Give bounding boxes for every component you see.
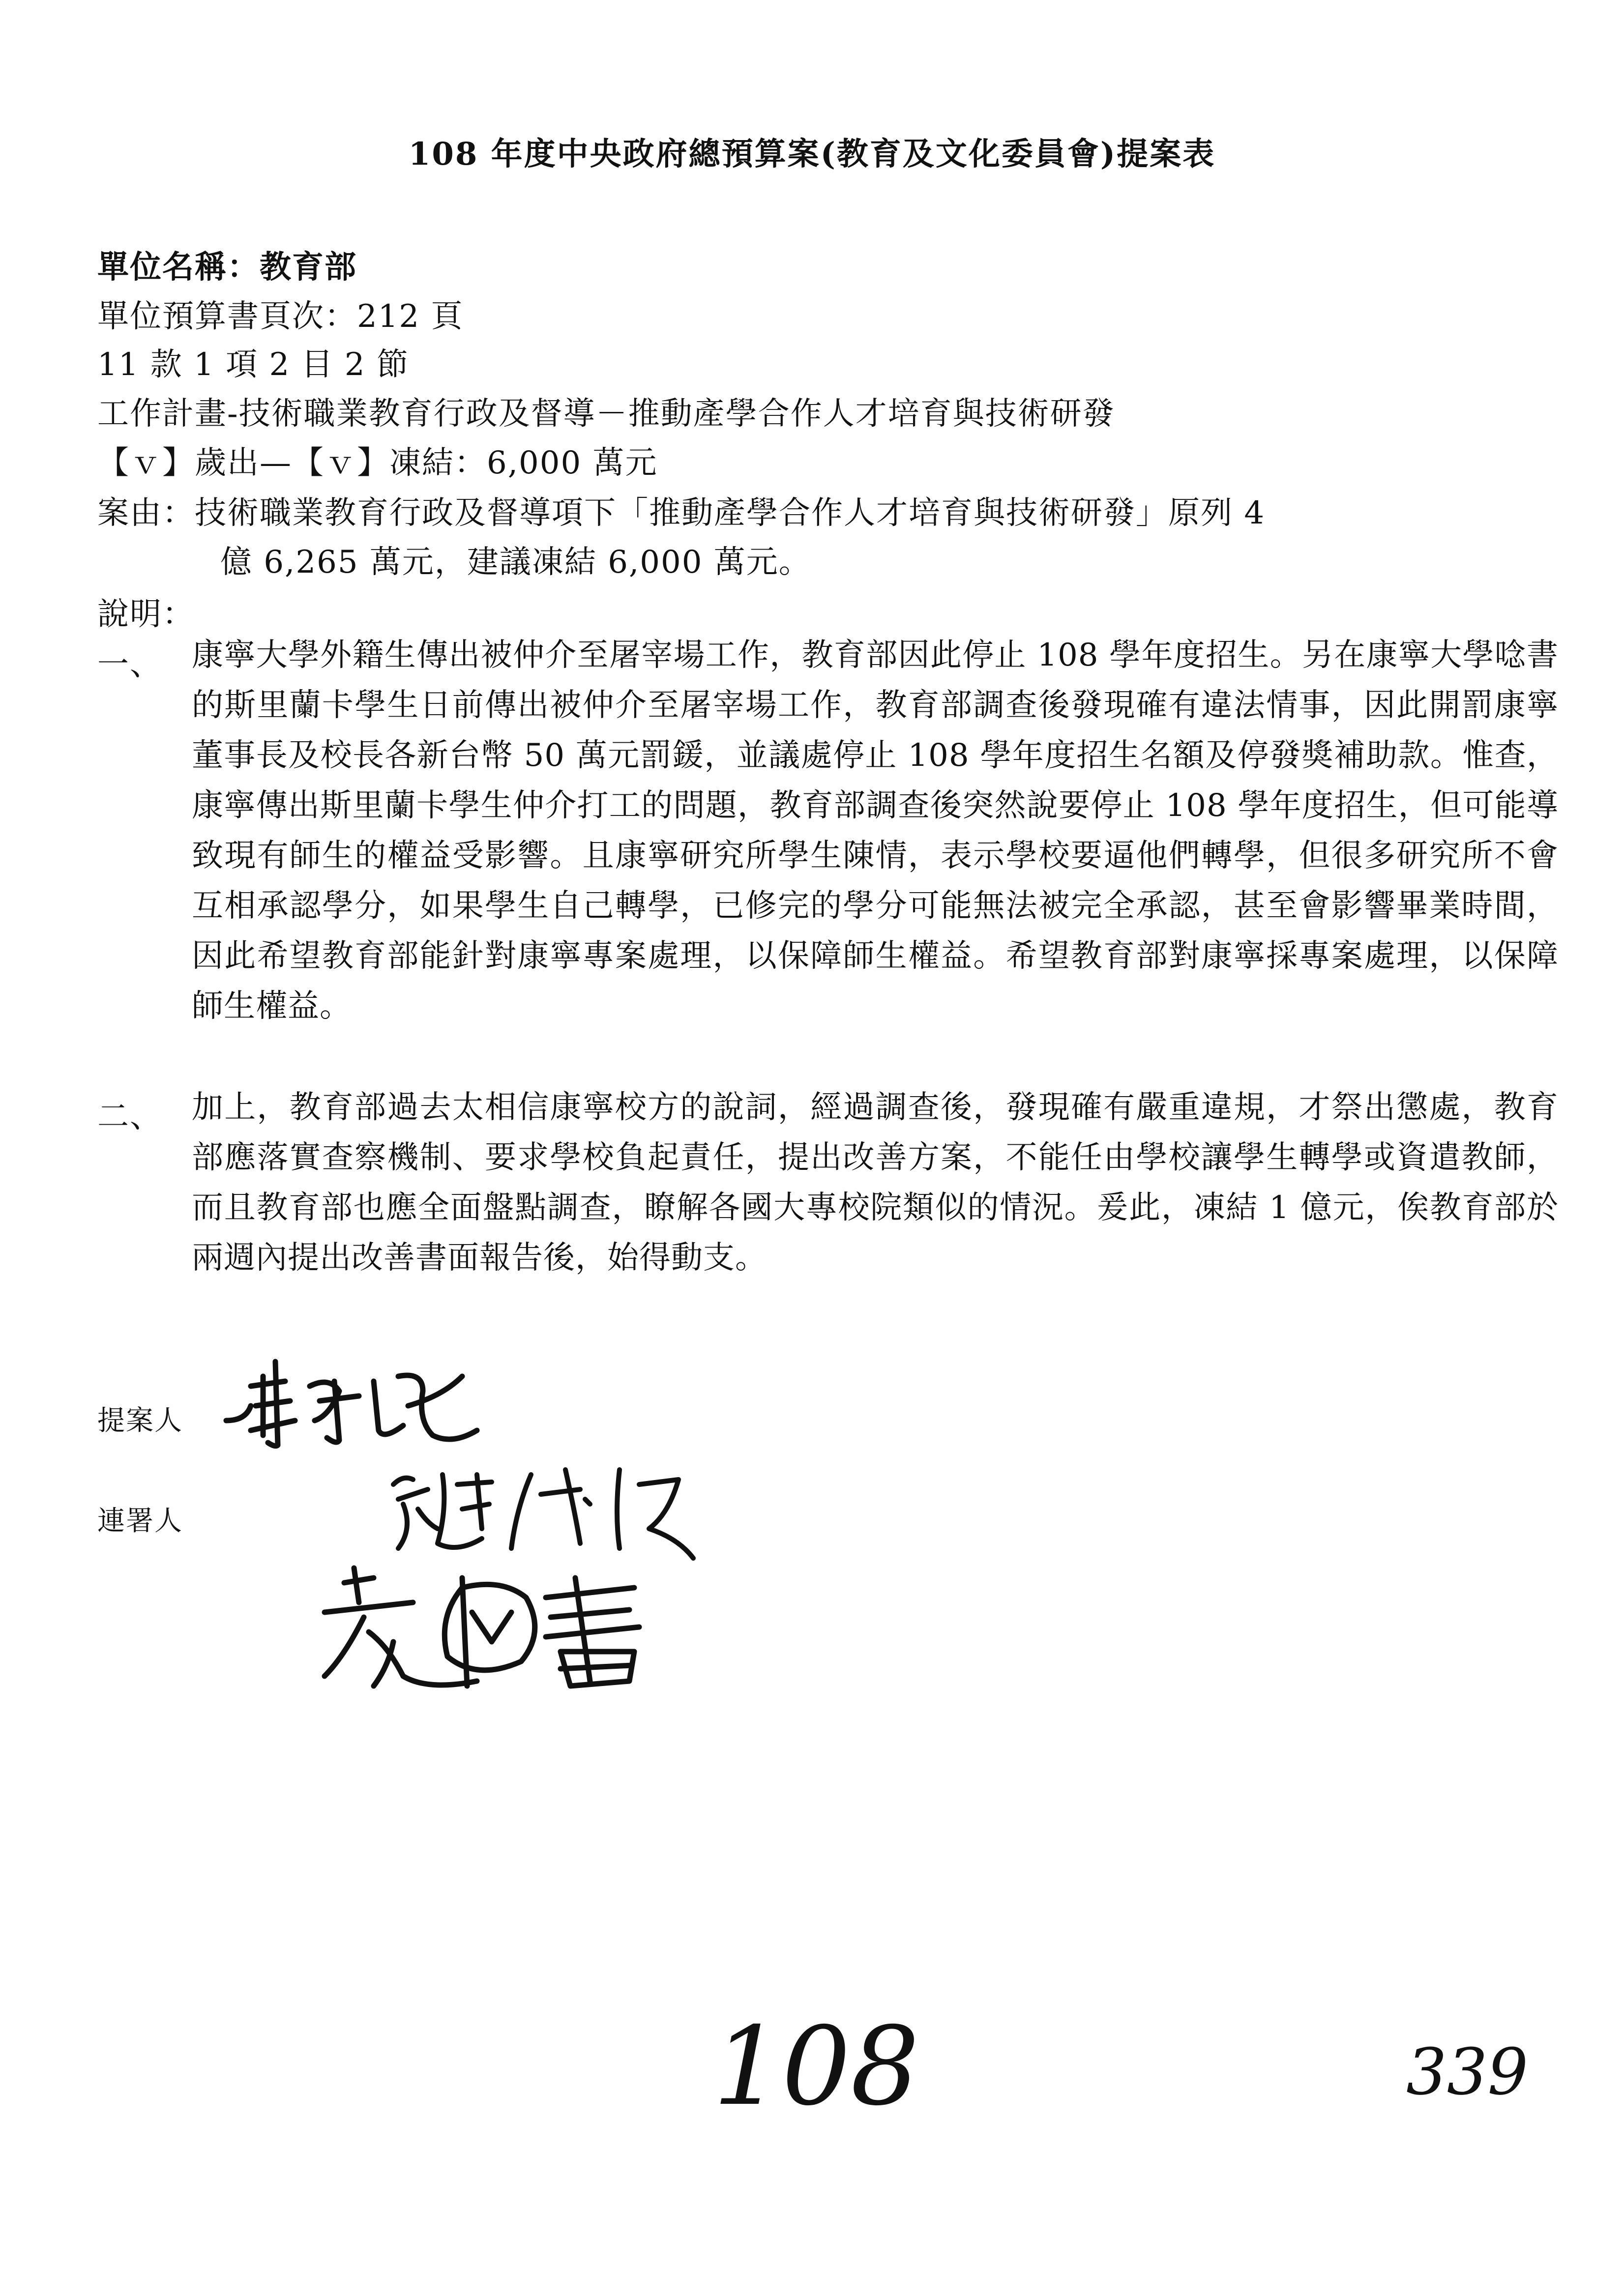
corner-number-text: 339: [1406, 2034, 1529, 2109]
item-2-text: 加上，教育部過去太相信康寧校方的說詞，經過調查後，發現確有嚴重違規，才祭出懲處，教育部應落實查察機制、要求學校負起責任，提出改善方案，不能任由學校讓學生轉學或資遣教師，而且教育部也應全面盤點調查，瞭解各國大專校院類似的情況。爰此，凍結 1 億元，俟教育部於兩週內提出改善書面報告後，始得動支。: [192, 1089, 1559, 1276]
handwritten-corner-number: [1406, 2030, 1534, 2119]
item-2-number: 二、: [97, 1099, 162, 1135]
page-number-text: 108: [713, 2005, 919, 2129]
case-line-2: 億 6,265 萬元，建議凍結 6,000 萬元。: [220, 544, 811, 581]
item-1-number: 一、: [97, 646, 162, 683]
case-line-1: 案由：技術職業教育行政及督導項下「推動產學合作人才培育與技術研發」原列 4: [97, 495, 1266, 531]
proposer-label: 提案人: [97, 1405, 183, 1437]
cosigner-signature-2: [315, 1558, 708, 1706]
cosigner-label: 連署人: [97, 1505, 183, 1537]
explanation-label: 說明：: [97, 596, 195, 633]
budget-page: 單位預算書頁次：212 頁: [97, 298, 464, 335]
handwritten-page-number: [708, 2005, 983, 2133]
budget-type: 【ｖ】歲出—【ｖ】凍結：6,000 萬元: [97, 445, 658, 481]
budget-section: 11 款 1 項 2 目 2 節: [97, 347, 409, 383]
page-title: 108 年度中央政府總預算案(教育及文化委員會)提案表: [408, 136, 1216, 173]
proposer-signature: [216, 1347, 492, 1450]
cosigner-signature-1: [384, 1455, 698, 1563]
item-1-text: 康寧大學外籍生傳出被仲介至屠宰場工作，教育部因此停止 108 學年度招生。另在康寧大學唸書的斯里蘭卡學生日前傳出被仲介至屠宰場工作，教育部調查後發現確有違法情事，因此開罰康寧董事長及校長各新台幣 50 萬元罰鍰，並議處停止 108 學年度招生名額及停發獎補助款。惟查，康寧傳出斯里蘭卡學生仲介打工的問題，教育部調查後突然說要停止 108 學年度招生，但可能導致現有師生的權益受影響。且康寧研究所學生陳情，表示學校要逼他們轉學，但很多研究所不會互相承認學分，如果學生自己轉學，已修完的學分可能無法被完全承認，甚至會影響畢業時間，因此希望教育部能針對康寧專案處理，以保障師生權益。希望教育部對康寧採專案處理，以保障師生權益。: [192, 637, 1559, 1024]
unit-name: 單位名稱：教育部: [97, 249, 357, 286]
work-plan: 工作計畫-技術職業教育行政及督導－推動產學合作人才培育與技術研發: [97, 396, 1115, 432]
